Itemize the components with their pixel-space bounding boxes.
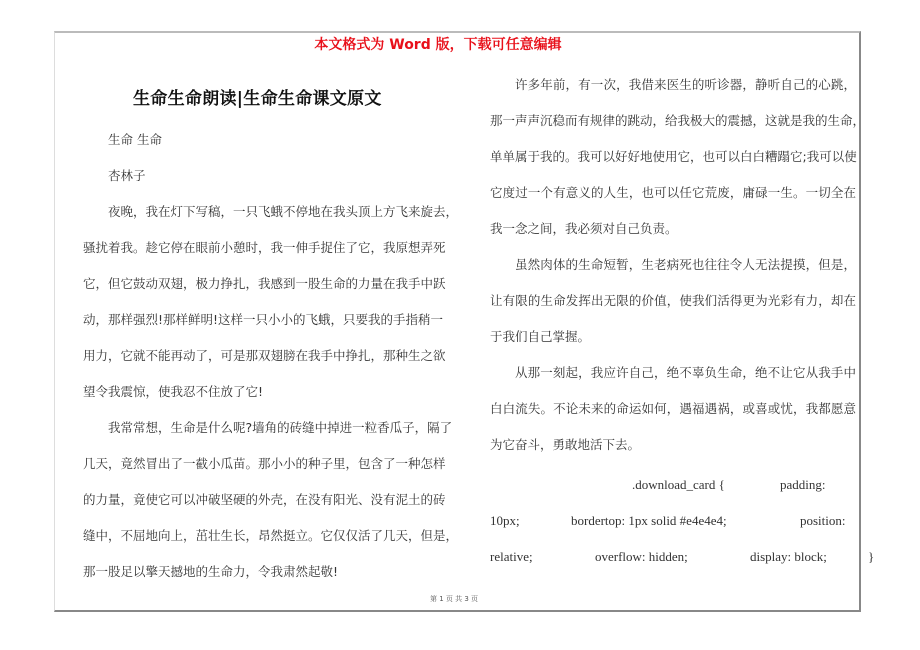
paragraph-line: 单单属于我的。我可以好好地使用它，也可以白白糟蹋它;我可以使	[490, 149, 857, 164]
code-text: .download_card {	[632, 477, 725, 492]
paragraph-line: 为它奋斗，勇敢地活下去。	[490, 437, 641, 452]
paragraph-line: 望令我震惊，使我忍不住放了它!	[83, 384, 264, 399]
paragraph-line: 骚扰着我。趁它停在眼前小憩时，我一伸手捉住了它，我原想弄死	[83, 240, 446, 255]
paragraph-line: 缝中，不屈地向上，茁壮生长，昂然挺立。它仅仅活了几天，但是，	[83, 528, 459, 543]
word-format-banner: 本文格式为 Word 版，下载可任意编辑	[314, 37, 562, 53]
paragraph-line: 从那一刻起，我应许自己，绝不辜负生命，绝不让它从我手中	[515, 365, 856, 380]
paragraph-line: 于我们自己掌握。	[490, 329, 591, 344]
paragraph-line: 生命 生命	[108, 132, 162, 147]
paragraph-line: 许多年前，有一次，我借来医生的听诊器，静听自己的心跳，	[515, 77, 856, 92]
paragraph-line: 那一声声沉稳而有规律的跳动，给我极大的震撼，这就是我的生命，	[490, 113, 866, 128]
paragraph-line: 白白流失。不论未来的命运如何，遇福遇祸，或喜或忧，我都愿意	[490, 401, 856, 416]
paragraph-line: 它，但它鼓动双翅，极力挣扎，我感到一股生命的力量在我手中跃	[83, 276, 446, 291]
paragraph-line: 让有限的生命发挥出无限的价值，使我们活得更为光彩有力，却在	[490, 293, 856, 308]
page-number: 第 1 页 共 3 页	[430, 595, 479, 603]
code-text: padding:	[780, 477, 826, 492]
code-text: }	[868, 549, 875, 564]
paragraph-line: 它度过一个有意义的人生，也可以任它荒废，庸碌一生。一切全在	[490, 185, 856, 200]
code-text: 10px;	[490, 513, 520, 528]
code-text: relative;	[490, 549, 533, 564]
code-text: position:	[800, 513, 846, 528]
paragraph-line: 用力，它就不能再动了，可是那双翅膀在我手中挣扎，那种生之欲	[83, 348, 446, 363]
paragraph-line: 几天，竟然冒出了一截小瓜苗。那小小的种子里，包含了一种怎样	[83, 456, 446, 471]
code-text: overflow: hidden;	[595, 549, 688, 564]
paragraph-line: 的力量，竟使它可以冲破坚硬的外壳，在没有阳光、没有泥土的砖	[83, 492, 446, 507]
paragraph-line: 夜晚，我在灯下写稿，一只飞蛾不停地在我头顶上方飞来旋去，	[108, 204, 459, 219]
code-text: bordertop: 1px solid #e4e4e4;	[571, 513, 727, 528]
paragraph-line: 杏林子	[108, 168, 146, 183]
paragraph-line: 动，那样强烈!那样鲜明!这样一只小小的飞蛾，只要我的手指稍一	[83, 312, 444, 327]
document-title: 生命生命朗读|生命生命课文原文	[133, 89, 382, 109]
paragraph-line: 我一念之间，我必须对自己负责。	[490, 221, 678, 236]
code-text: display: block;	[750, 549, 827, 564]
paragraph-line: 我常常想，生命是什么呢?墙角的砖缝中掉进一粒香瓜子，隔了	[108, 420, 453, 435]
paragraph-line: 虽然肉体的生命短暂，生老病死也往往令人无法提摸，但是，	[515, 257, 856, 272]
paragraph-line: 那一股足以擎天撼地的生命力，令我肃然起敬!	[83, 564, 339, 579]
